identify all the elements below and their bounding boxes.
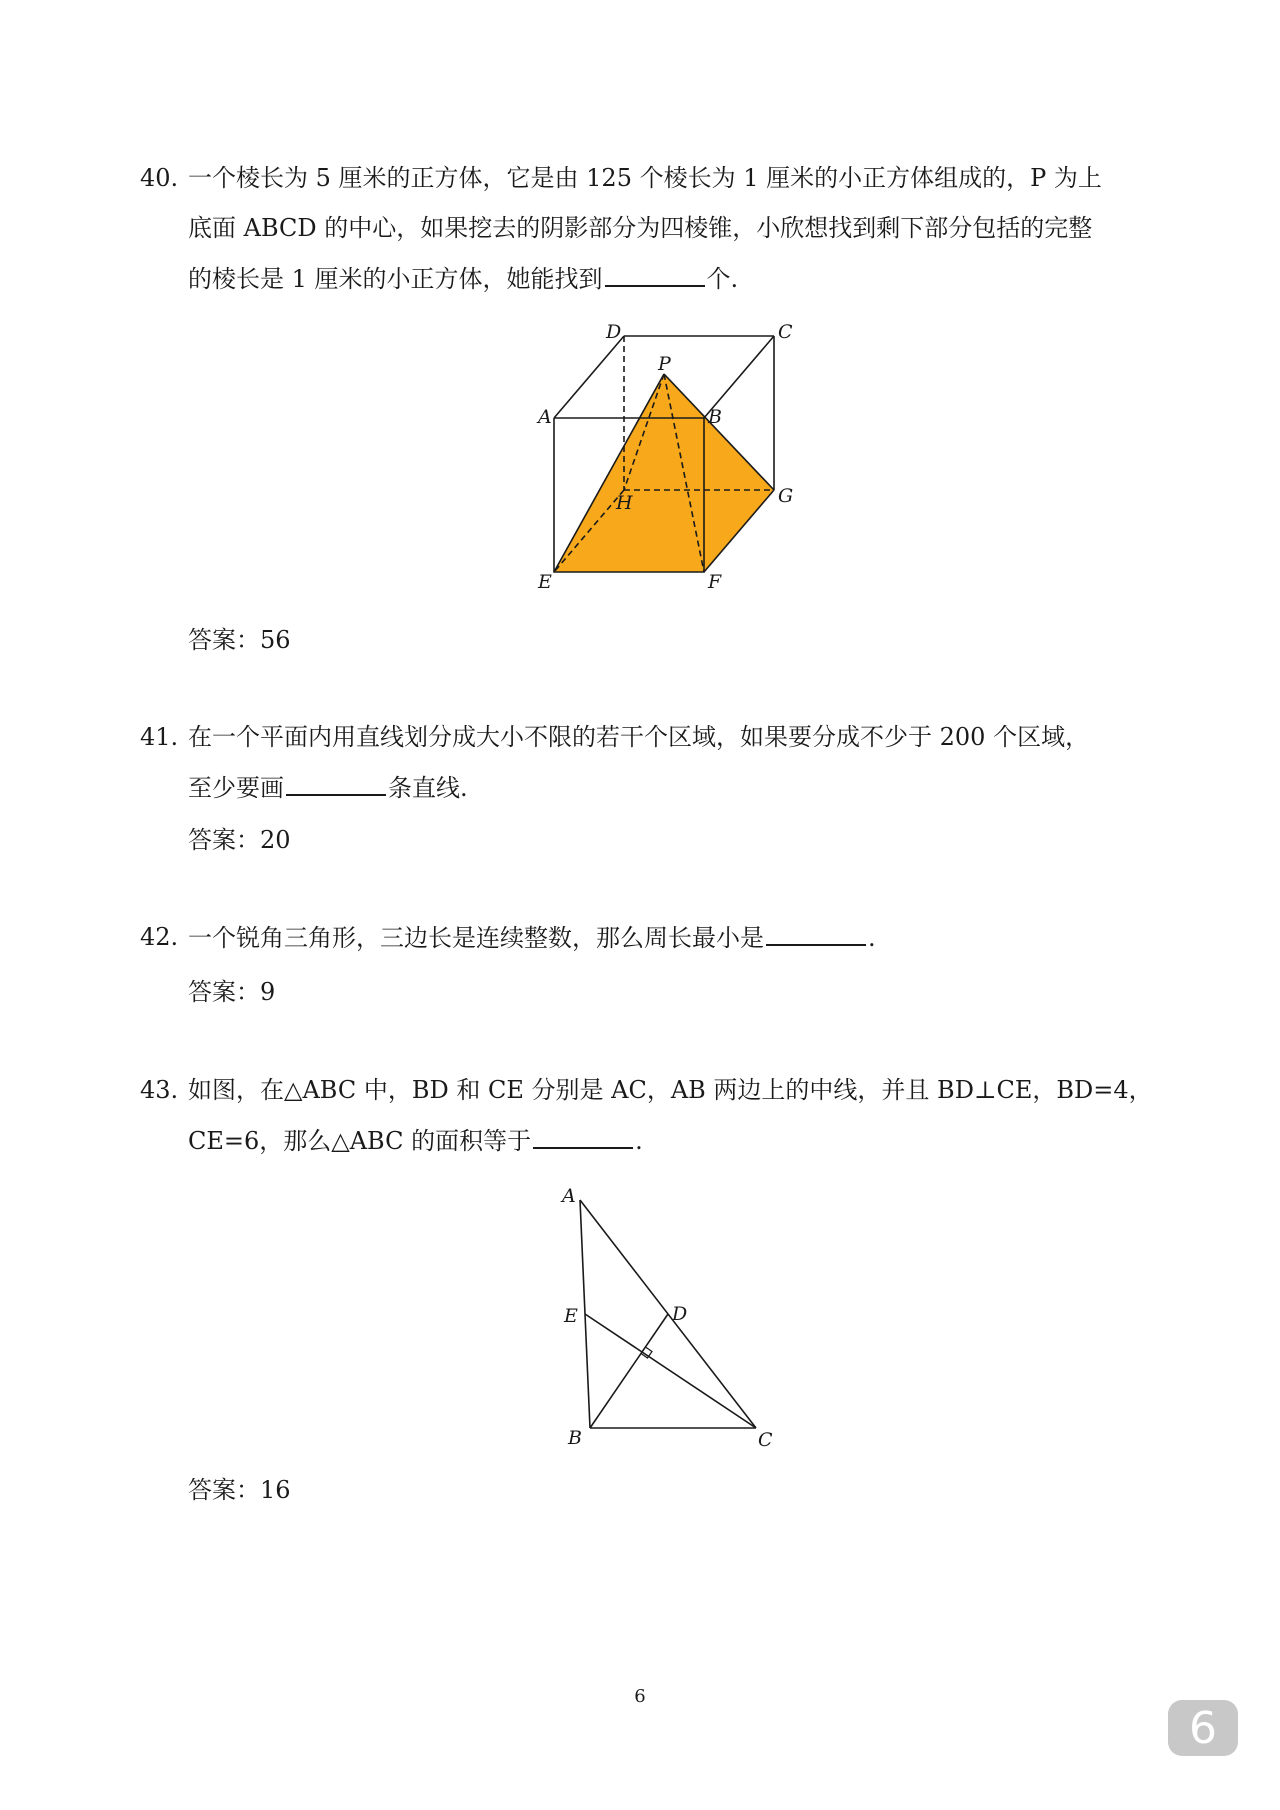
vertex-label-e: E bbox=[538, 571, 552, 593]
vertex-label-a: A bbox=[562, 1185, 576, 1207]
question-text-line: 一个棱长为 5 厘米的正方体，它是由 125 个棱长为 1 厘米的小正方体组成的，P 为上 bbox=[188, 164, 1102, 192]
answer-blank bbox=[533, 1115, 633, 1149]
median-ce bbox=[585, 1314, 756, 1428]
question-text-tail: 个. bbox=[706, 265, 739, 293]
question-text-tail: 条直线. bbox=[388, 774, 468, 802]
question-text-line bbox=[188, 762, 468, 813]
vertex-label-c: C bbox=[758, 1429, 773, 1450]
question-text-part: 一个锐角三角形，三边长是连续整数，那么周长最小是 bbox=[188, 924, 764, 952]
cube-edge bbox=[554, 336, 624, 418]
question-text-part: 的棱长是 1 厘米的小正方体，她能找到 bbox=[188, 265, 603, 293]
answer-blank bbox=[766, 912, 866, 946]
question-text-line: 底面 ABCD 的中心，如果挖去的阴影部分为四棱锥，小欣想找到剩下部分包括的完整 bbox=[188, 214, 1093, 242]
vertex-label-d: D bbox=[606, 321, 622, 343]
vertex-label-b: B bbox=[568, 1427, 582, 1449]
vertex-label-p: P bbox=[658, 353, 671, 375]
vertex-label-g: G bbox=[778, 485, 794, 507]
shaded-pyramid bbox=[554, 374, 774, 572]
answer-40: 答案：56 bbox=[188, 626, 291, 654]
triangle-figure bbox=[550, 1170, 790, 1450]
page-number: 6 bbox=[634, 1686, 646, 1707]
answer-42: 答案：9 bbox=[188, 978, 276, 1006]
question-text-part: CE=6，那么△ABC 的面积等于 bbox=[188, 1127, 532, 1155]
question-text-part: 至少要画 bbox=[188, 774, 284, 802]
question-text-line: 在一个平面内用直线划分成大小不限的若干个区域，如果要分成不少于 200 个区域， bbox=[188, 723, 1090, 751]
question-number: 41. bbox=[140, 723, 179, 751]
cube-pyramid-figure bbox=[530, 318, 810, 598]
question-text-line: 如图，在△ABC 中，BD 和 CE 分别是 AC，AB 两边上的中线，并且 BD⊥CE，BD=4， bbox=[188, 1076, 1153, 1104]
question-41 bbox=[140, 712, 1160, 812]
vertex-label-d: D bbox=[672, 1303, 688, 1325]
question-number: 42. bbox=[140, 923, 179, 951]
vertex-label-a: A bbox=[538, 406, 552, 428]
page-badge: 6 bbox=[1168, 1700, 1238, 1756]
vertex-label-h: H bbox=[616, 492, 633, 514]
question-number: 43. bbox=[140, 1076, 179, 1104]
vertex-label-f: F bbox=[708, 571, 722, 593]
vertex-label-c: C bbox=[778, 321, 793, 343]
answer-blank bbox=[605, 253, 705, 287]
vertex-label-e: E bbox=[564, 1305, 578, 1327]
question-40 bbox=[140, 153, 1160, 303]
answer-41: 答案：20 bbox=[188, 826, 291, 854]
question-number: 40. bbox=[140, 164, 179, 192]
question-42 bbox=[140, 912, 1160, 962]
vertex-label-b: B bbox=[708, 406, 722, 428]
question-text-tail: . bbox=[635, 1127, 643, 1155]
question-text-line bbox=[188, 253, 738, 304]
median-bd bbox=[590, 1314, 668, 1428]
answer-blank bbox=[286, 762, 386, 796]
question-text-line bbox=[188, 1115, 643, 1166]
question-text-line bbox=[188, 912, 876, 963]
question-text-tail: . bbox=[868, 924, 876, 952]
answer-43: 答案：16 bbox=[188, 1476, 291, 1504]
question-43 bbox=[140, 1065, 1160, 1165]
